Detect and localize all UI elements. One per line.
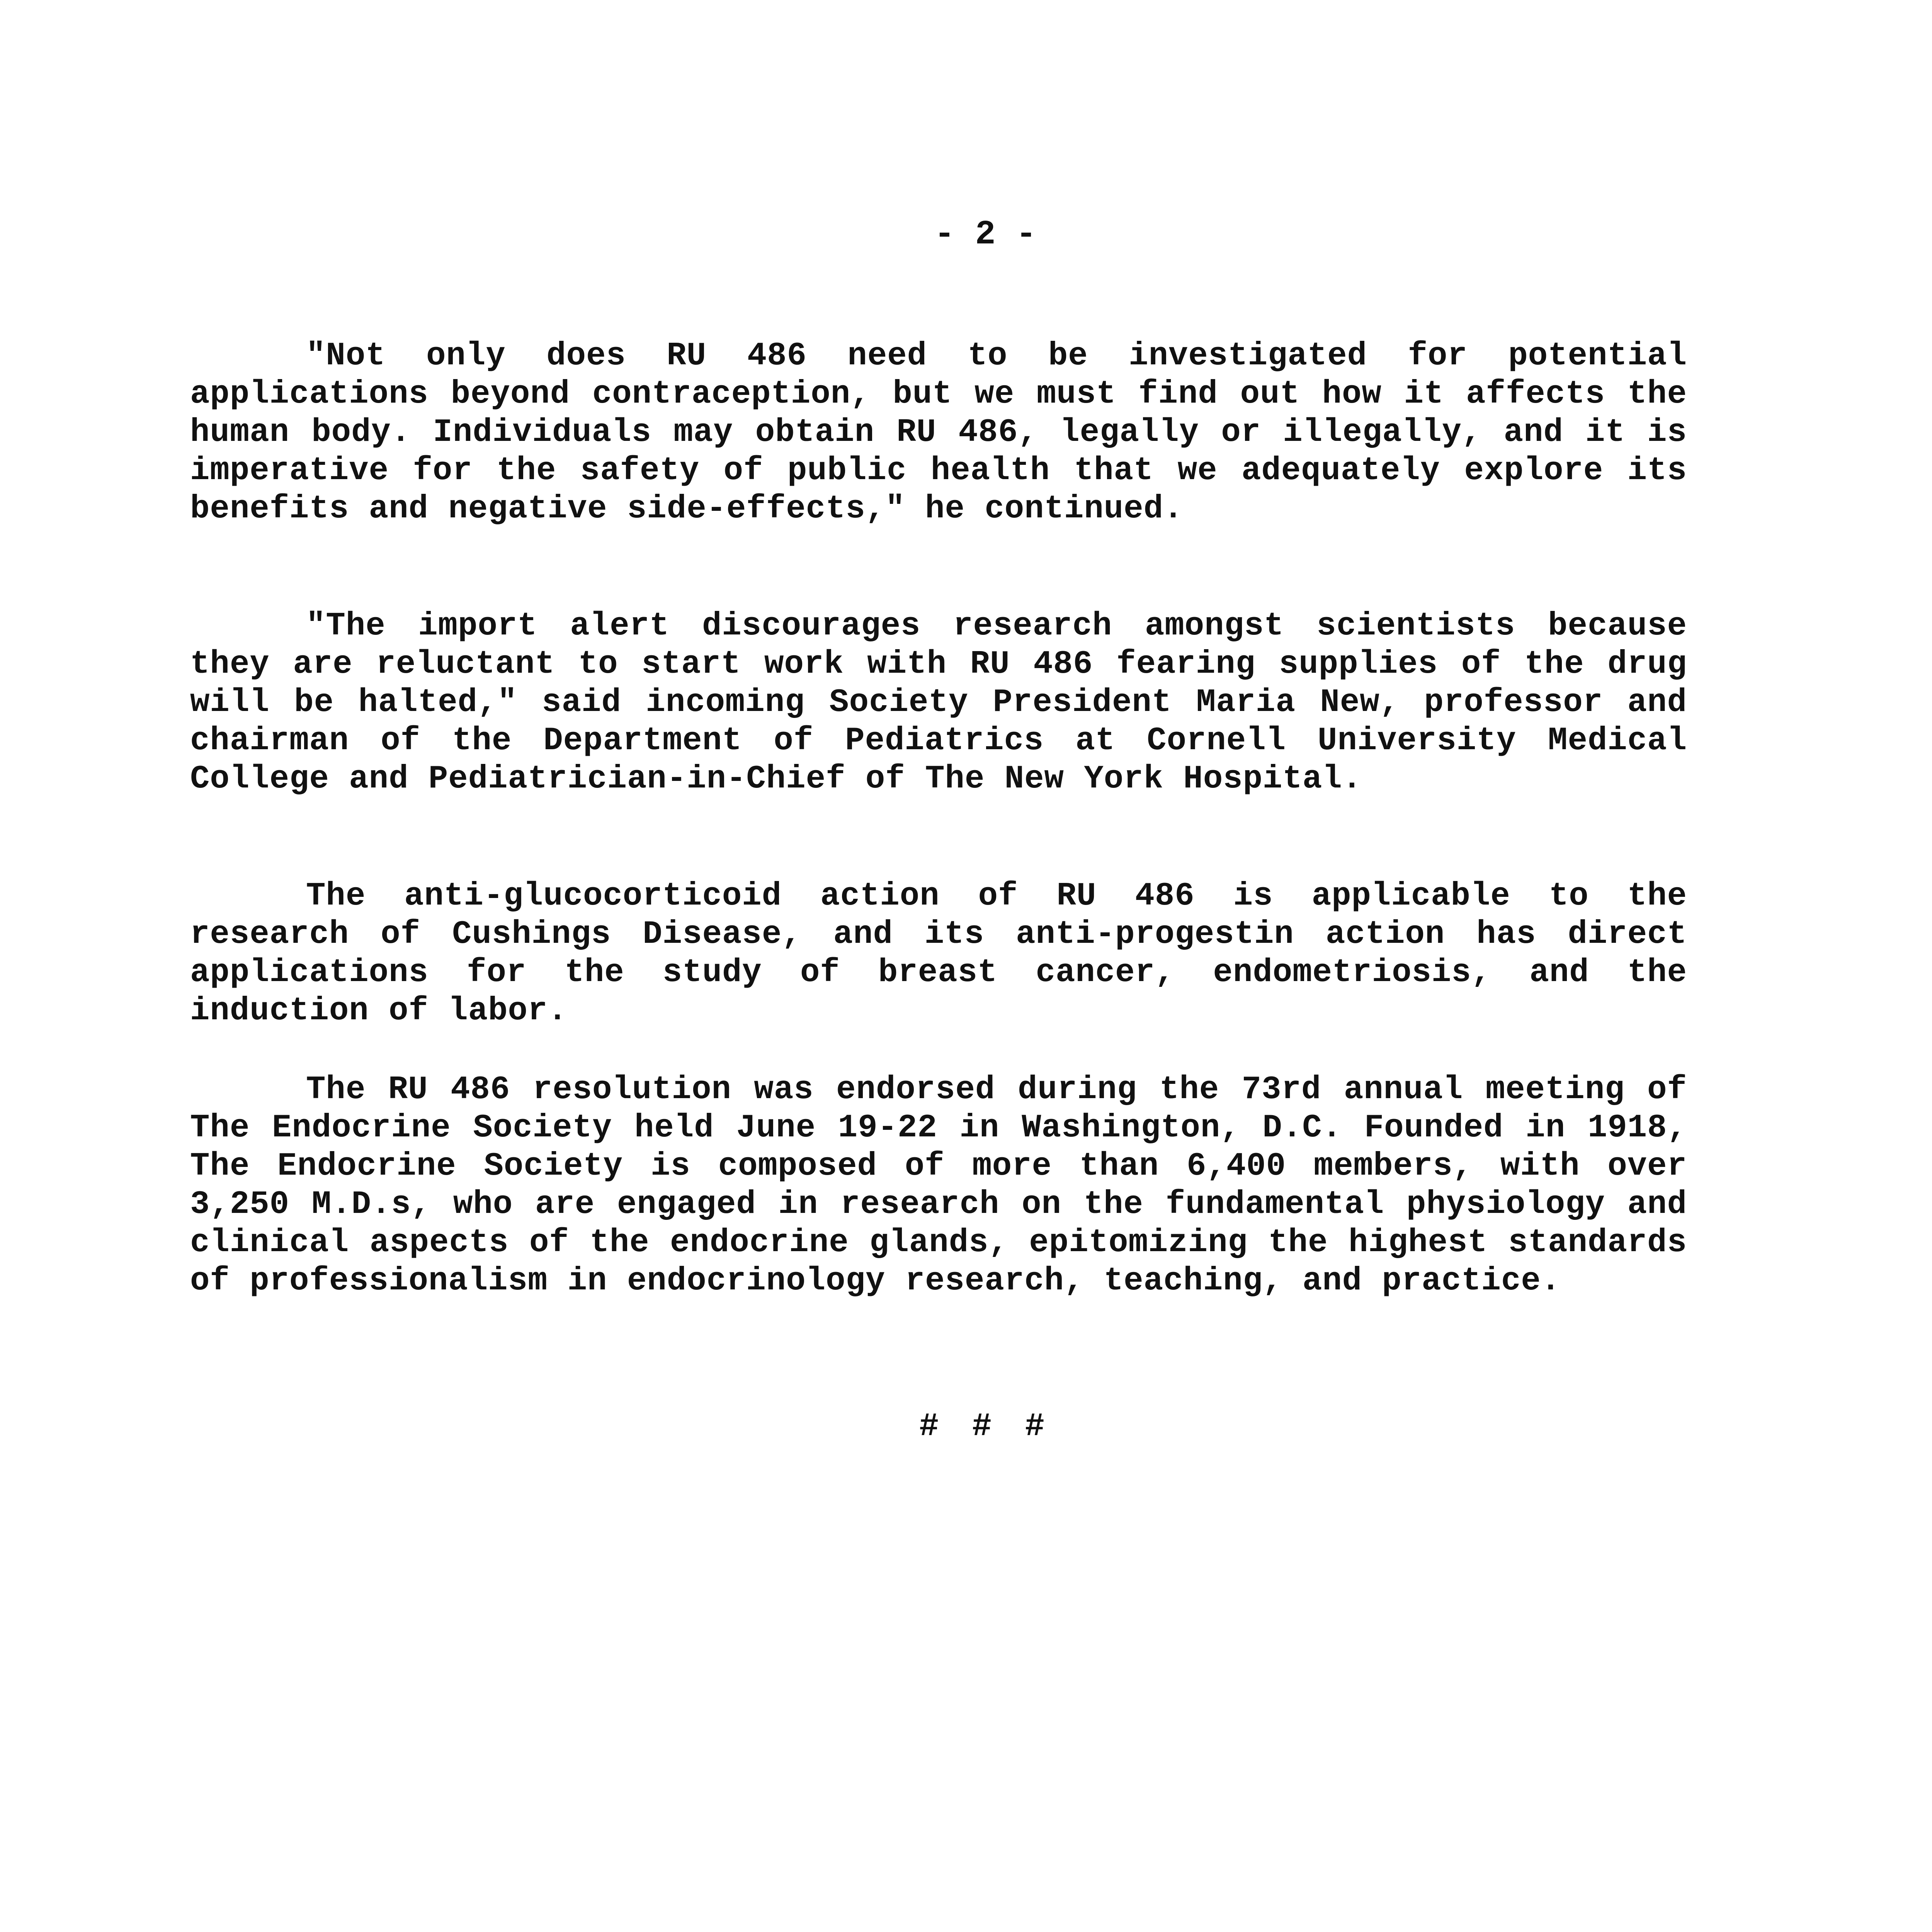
paragraph-applications: The anti-glucocorticoid action of RU 486 is applicable to the research of Cushings Disease, and its anti-progestin action has direct applications for the study of breast cancer, endometriosis, and the induction of labor. bbox=[190, 878, 1687, 1029]
paragraph-import-alert: "The import alert discourages research amongst scientists because they are reluctant to start work with RU 486 fearing supplies of the drug will be halted," said incoming Society President Maria New, professor and chairman of the Department of Pediatrics at Cornell University Medical College and Pediatrician-in-Chief of The New York Hospital. bbox=[190, 608, 1687, 798]
paragraph-quote-research: "Not only does RU 486 need to be investigated for potential applications beyond contraception, but we must find out how it affects the human body. Individuals may obtain RU 486, legally or illegally, and it is imperative for the safety of public health that we adequately explore its benefits and negative side-effects," he continued. bbox=[190, 338, 1687, 527]
page-number: - 2 - bbox=[934, 216, 1037, 254]
paragraph-resolution: The RU 486 resolution was endorsed during the 73rd annual meeting of The Endocrine Society held June 19-22 in Washington, D.C. Founded in 1918, The Endocrine Society is composed of more than 6,400 members, with over 3,250 M.D.s, who are engaged in research on the fundamental physiology and clinical aspects of the endocrine glands, epitomizing the highest standards of professionalism in endocrinology research, teaching, and practice. bbox=[190, 1071, 1687, 1299]
end-mark: # # # bbox=[919, 1408, 1052, 1445]
